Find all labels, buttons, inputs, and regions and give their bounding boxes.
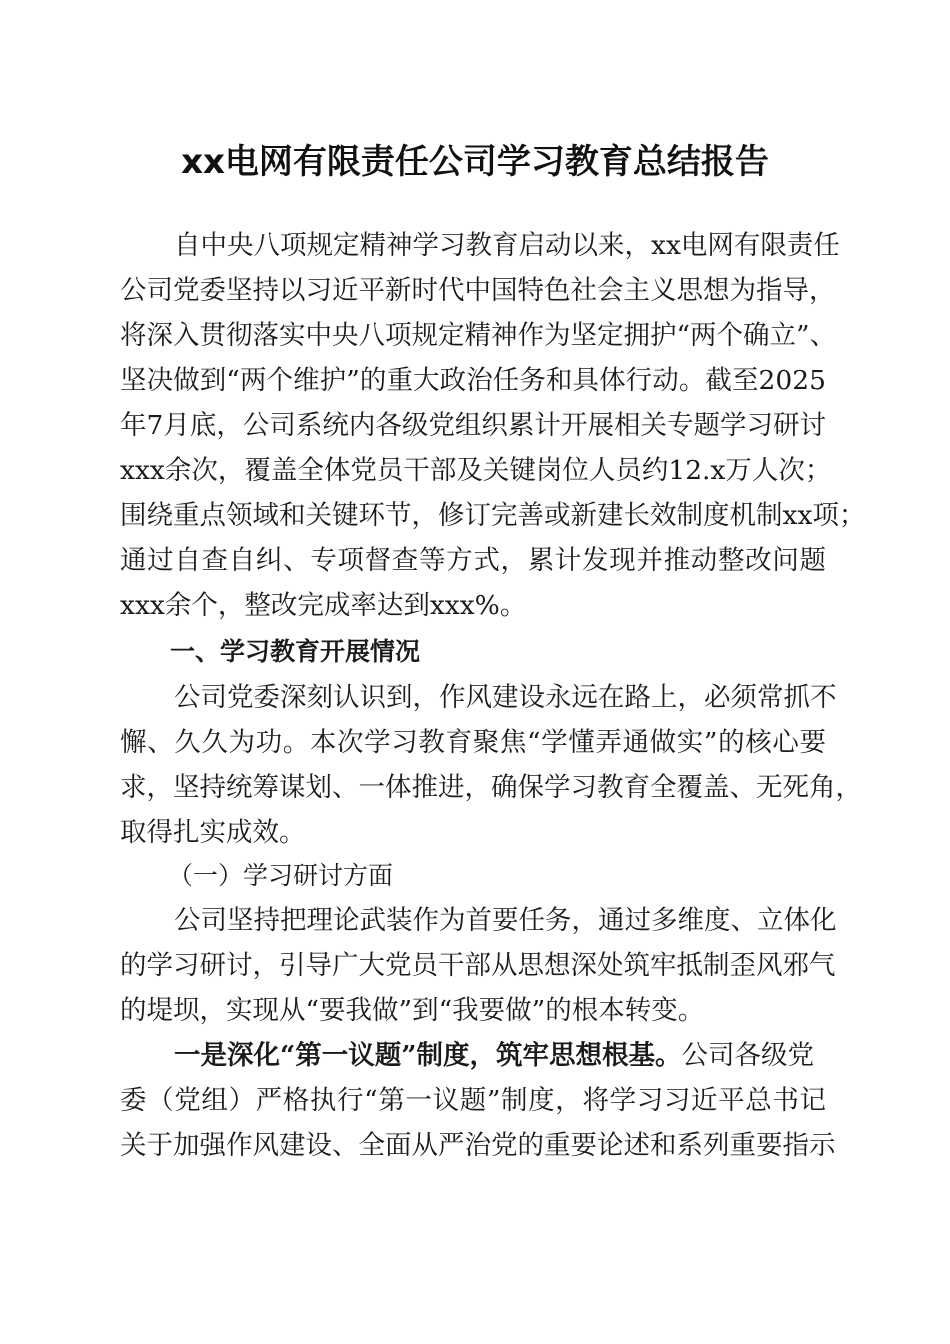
paragraph-line: 取得扎实成效。 — [120, 817, 306, 848]
paragraph-line: xxx余次，覆盖全体党员干部及关键岗位人员约12.x万人次； — [120, 455, 832, 486]
section-heading: 一、学习教育开展情况 — [170, 637, 421, 666]
document-title: xx电网有限责任公司学习教育总结报告 — [181, 142, 769, 182]
paragraph-line: xxx余个，整改完成率达到xxx%。 — [120, 590, 527, 621]
paragraph-line: 自中央八项规定精神学习教育启动以来，xx电网有限责任 — [174, 230, 840, 261]
subsection-heading: （一）学习研讨方面 — [168, 861, 394, 890]
paragraph-line: 公司坚持把理论武装作为首要任务，通过多维度、立体化 — [174, 905, 837, 936]
paragraph-line: 求，坚持统筹谋划、一体推进，确保学习教育全覆盖、无死角， — [120, 772, 862, 803]
paragraph-line: 懈、久久为功。本次学习教育聚焦“学懂弄通做实”的核心要 — [120, 727, 826, 758]
paragraph-line: 委（党组）严格执行“第一议题”制度，将学习习近平总书记 — [120, 1085, 826, 1116]
bold-lead-text: 一是深化“第一议题”制度，筑牢思想根基。 — [174, 1040, 682, 1071]
paragraph-text: 公司各级党 — [681, 1040, 814, 1071]
paragraph-line: 公司党委深刻认识到，作风建设永远在路上，必须常抓不 — [174, 682, 837, 713]
paragraph-line: 的堤坝，实现从“要我做”到“我要做”的根本转变。 — [120, 995, 705, 1026]
paragraph-line-mixed — [174, 1034, 814, 1078]
paragraph-line: 关于加强作风建设、全面从严治党的重要论述和系列重要指示 — [120, 1130, 836, 1161]
paragraph-line: 坚决做到“两个维护”的重大政治任务和具体行动。截至2025 — [120, 365, 826, 396]
paragraph-line: 将深入贯彻落实中央八项规定精神作为坚定拥护“两个确立”、 — [120, 320, 837, 351]
paragraph-line: 年7月底，公司系统内各级党组织累计开展相关专题学习研讨 — [120, 410, 826, 441]
paragraph-line: 通过自查自纠、专项督查等方式，累计发现并推动整改问题 — [120, 545, 826, 576]
paragraph-line: 围绕重点领域和关键环节，修订完善或新建长效制度机制xx项； — [120, 500, 866, 531]
paragraph-line: 的学习研讨，引导广大党员干部从思想深处筑牢抵制歪风邪气 — [120, 950, 836, 981]
paragraph-line: 公司党委坚持以习近平新时代中国特色社会主义思想为指导， — [120, 275, 836, 306]
